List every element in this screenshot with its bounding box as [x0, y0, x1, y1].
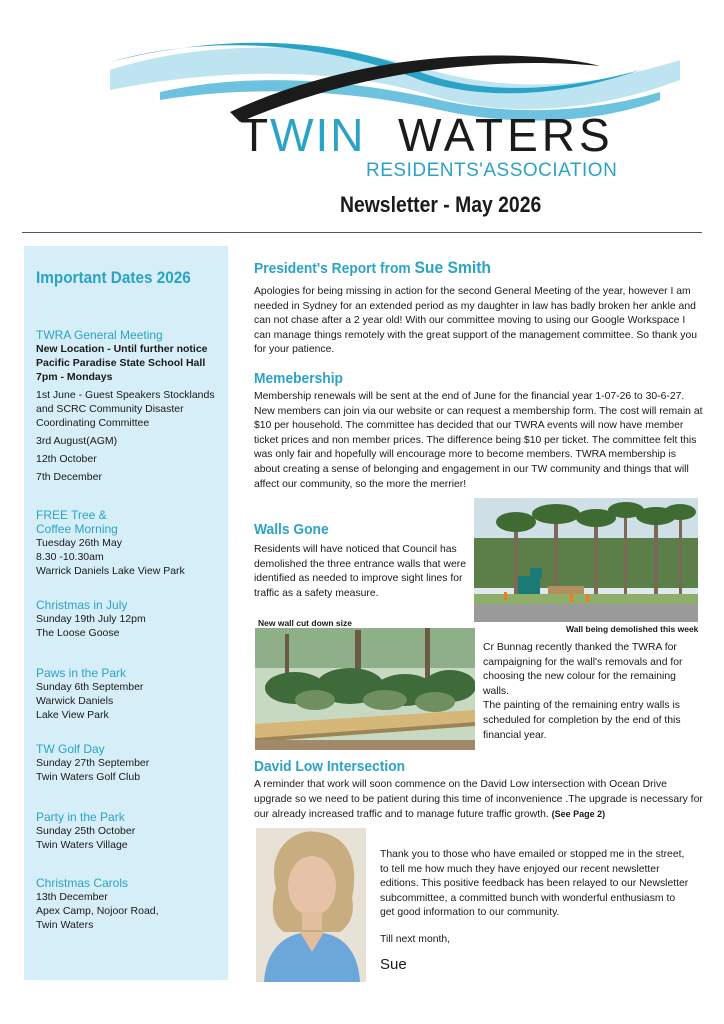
event-line: New Location - Until further notice [36, 343, 208, 355]
sue-smith-portrait [256, 828, 366, 982]
event-heading: Paws in the Park [36, 666, 127, 680]
brand-association: RESIDENTS'ASSOCIATION [366, 160, 618, 181]
event-line: Tuesday 26th May [36, 537, 122, 549]
event-heading: TW Golf Day [36, 742, 105, 756]
event-line: Sunday 27th September [36, 757, 150, 769]
event-general-meeting [36, 328, 218, 484]
event-party-in-park [36, 810, 218, 852]
walls-thanks-body: Cr Bunnag recently thanked the TWRA for campaigning for the wall's removals and for choosing the new colour for the remaining walls. [483, 642, 683, 697]
closing-section [380, 848, 692, 973]
signature: Sue [380, 955, 407, 973]
newsletter-title: Newsletter - May 2026 [340, 192, 542, 217]
masthead [0, 0, 724, 230]
event-golf-day [36, 742, 218, 784]
president-report [254, 258, 704, 358]
wall-demolished-photo [474, 498, 698, 622]
new-wall-photo [255, 628, 475, 750]
caption-wall-demolished: Wall being demolished this week [566, 624, 699, 634]
see-page-2-ref: (See Page 2) [551, 809, 606, 820]
event-line: Warwick Daniels [36, 695, 114, 707]
event-line: Twin Waters Village [36, 839, 128, 851]
walls-thanks [483, 641, 698, 743]
event-line: Apex Camp, Nojoor Road, [36, 905, 159, 917]
event-heading: Christmas Carols [36, 876, 129, 890]
caption-new-wall: New wall cut down size [258, 618, 352, 628]
event-christmas-in-july [36, 598, 218, 640]
event-line: Sunday 6th September [36, 681, 144, 693]
president-report-body: Apologies for being missing in action for the second General Meeting of the year, however I am needed in Sydney for an extended period as my daughter in law has badly broken her ankle and can not chase after a 2 year old! With our committee moving to using our Google Workspace I can manage things remotely with the great support of the management committee. So thank you for your patience. [254, 286, 698, 356]
event-line: Twin Waters Golf Club [36, 771, 141, 783]
meeting-date: 1st June - Guest Speakers Stocklands and SCRC Community Disaster Coordinating Committee [36, 389, 215, 429]
event-christmas-carols [36, 876, 218, 932]
sidebar-title: Important Dates 2026 [36, 268, 191, 287]
walls-title: Walls Gone [254, 521, 329, 538]
event-line: 7pm - Mondays [36, 371, 113, 383]
important-dates-sidebar [24, 246, 228, 980]
walls-section [254, 520, 466, 601]
membership-body: Membership renewals will be sent at the end of June for the financial year 1-07-26 to 30-6-27. New members can join via our website or can request a membership form. The cost will remain at $10 per household. The committee has decided that our TWRA events will now have member ticket prices and non member prices. The difference being $10 per ticket. The committee felt this was only fair and hopefully will encourage more to become members. TWRA membership is about creating a sense of belonging and engagement in our TW community and things that will affect our community, so the more the merrier! [254, 391, 703, 490]
event-heading: Party in the Park [36, 810, 125, 824]
closing-body: Thank you to those who have emailed or stopped me in the street, to tell me how much they have enjoyed our recent newsletter editions. This positive feedback has been relayed to our Newsletter subcommittee, a committed bunch with wonderful enthusiasm to get good information to our community. [380, 849, 689, 919]
david-low-section [254, 757, 704, 823]
header-divider [22, 232, 702, 233]
walls-body: Residents will have noticed that Council has demolished the three entrance walls that were identified as needed to improve sight lines for traffic as a safety measure. [254, 544, 466, 599]
event-paws-in-park [36, 666, 218, 722]
meeting-date: 7th December [36, 471, 102, 483]
david-low-title: David Low Intersection [254, 758, 406, 775]
event-line: Lake View Park [36, 709, 109, 721]
meeting-date: 3rd August(AGM) [36, 435, 118, 447]
event-line: Pacific Paradise State School Hall [36, 357, 206, 369]
event-line: 8.30 -10.30am [36, 551, 104, 563]
sign-off: Till next month, [380, 933, 451, 945]
meeting-date: 12th October [36, 453, 97, 465]
event-heading: TWRA General Meeting [36, 328, 163, 342]
president-report-title: President's Report from Sue Smith [254, 258, 491, 277]
event-line: Warrick Daniels Lake View Park [36, 565, 185, 577]
event-heading: FREE Tree & Coffee Morning [36, 508, 118, 536]
brand-waters: WATERS [398, 109, 614, 161]
event-line: The Loose Goose [36, 627, 120, 639]
event-line: Sunday 25th October [36, 825, 136, 837]
event-tree-coffee [36, 508, 218, 578]
event-line: Sunday 19th July 12pm [36, 613, 146, 625]
membership-section [254, 369, 704, 492]
event-line: Twin Waters [36, 919, 94, 931]
brand-twin: TWIN [240, 109, 366, 161]
membership-title: Memebership [254, 370, 343, 387]
event-line: 13th December [36, 891, 108, 903]
event-heading: Christmas in July [36, 598, 128, 612]
walls-painting-body: The painting of the remaining entry walls is scheduled for completion by the end of this financial year. [483, 700, 681, 741]
david-low-body: A reminder that work will soon commence on the David Low intersection with Ocean Drive upgrade so we need to be patient during this time of inconvenience .The upgrade is necessary for our already increased traffic and to manage future traffic growth. (See Page 2) [254, 779, 703, 821]
